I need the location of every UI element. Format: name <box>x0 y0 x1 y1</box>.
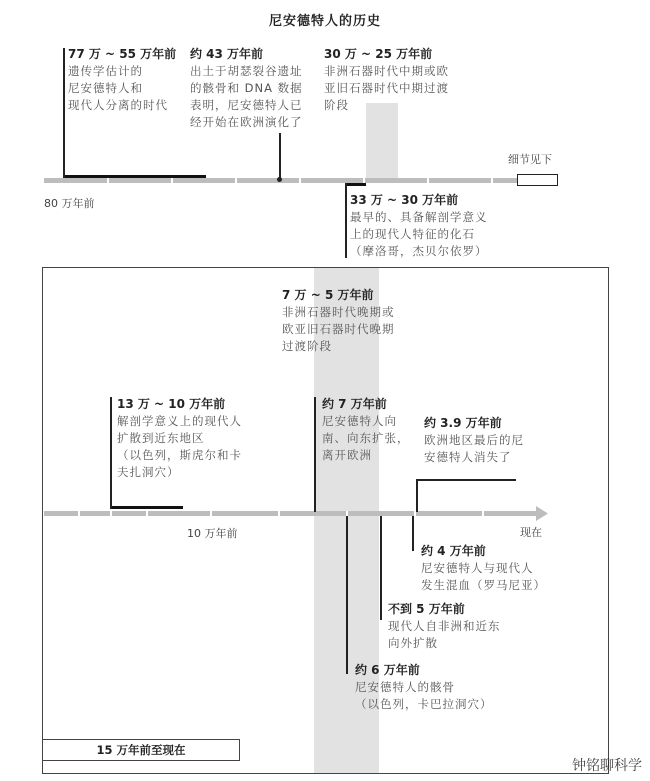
event-line: （摩洛哥，杰贝尔依罗） <box>350 244 488 258</box>
event-line: 过渡阶段 <box>282 339 332 353</box>
axis-tick <box>210 511 212 516</box>
event-line: 尼安德特人向 <box>322 414 397 428</box>
event-line: 经开始在欧洲演化了 <box>190 115 303 129</box>
panel-range-label: 15 万年前至现在 <box>42 739 240 761</box>
axis-tick <box>78 511 80 516</box>
event-line: 亚旧石器时代中期过渡 <box>324 81 449 95</box>
event-line: 向外扩散 <box>388 636 438 650</box>
event-heading: 约 3.9 万年前 <box>424 416 502 430</box>
event-line: 现代人分离的时代 <box>68 98 168 112</box>
event-line: 遗传学估计的 <box>68 64 143 78</box>
event-line: 非洲石器时代中期或欧 <box>324 64 449 78</box>
axis-arrowhead <box>536 506 548 521</box>
axis-tick <box>146 511 148 516</box>
event-6 <box>355 662 493 713</box>
bottom-tick-label: 10 万年前 <box>187 527 238 540</box>
event-line: （以色列，卡巴拉洞穴） <box>355 697 493 711</box>
page-title: 尼安德特人的历史 <box>268 14 381 29</box>
detail-label: 细节见下 <box>508 153 552 166</box>
event-heading: 30 万 ~ 25 万年前 <box>324 47 433 61</box>
event-line: 现代人自非洲和近东 <box>388 619 501 633</box>
event-4 <box>421 543 546 594</box>
watermark: 钟铭聊科学 <box>572 758 642 774</box>
event-line: 尼安德特人的骸骨 <box>355 680 455 694</box>
event-7-5 <box>282 287 395 355</box>
event-line: 尼安德特人和 <box>68 81 143 95</box>
event-heading: 约 7 万年前 <box>322 397 387 411</box>
event-line: 扩散到近东地区 <box>117 431 205 445</box>
event-under-5 <box>388 601 501 652</box>
event-line: 安德特人消失了 <box>424 450 512 464</box>
event-heading: 约 43 万年前 <box>190 47 264 61</box>
event-heading: 7 万 ~ 5 万年前 <box>282 288 374 302</box>
range-bar-13-10 <box>111 506 183 509</box>
event-heading: 约 4 万年前 <box>421 544 486 558</box>
leader-line <box>110 397 112 509</box>
event-line: 阶段 <box>324 98 349 112</box>
event-line: 欧洲地区最后的尼 <box>424 433 524 447</box>
event-heading: 33 万 ~ 30 万年前 <box>350 193 459 207</box>
event-line: 表明，尼安德特人已 <box>190 98 303 112</box>
event-13-10 <box>117 396 242 481</box>
event-line: 的骸骨和 DNA 数据 <box>190 81 303 95</box>
event-3-9 <box>424 415 524 466</box>
event-line: 夫扎洞穴） <box>117 465 180 479</box>
axis-tick <box>278 511 280 516</box>
event-line: 最早的、具备解剖学意义 <box>350 210 488 224</box>
event-line: 上的现代人特征的化石 <box>350 227 475 241</box>
event-line: 发生混血（罗马尼亚） <box>421 578 546 592</box>
event-line: （以色列，斯虎尔和卡 <box>117 448 242 462</box>
bottom-end-label: 现在 <box>520 526 542 539</box>
event-line: 欧亚旧石器时代晚期 <box>282 322 395 336</box>
top-start-label: 80 万年前 <box>44 197 95 210</box>
event-line: 南、向东扩张， <box>322 431 410 445</box>
leader-line <box>346 516 348 674</box>
event-line: 解剖学意义上的现代人 <box>117 414 242 428</box>
event-heading: 77 万 ~ 55 万年前 <box>68 47 177 61</box>
event-line: 非洲石器时代晚期或 <box>282 305 395 319</box>
event-line: 离开欧洲 <box>322 448 372 462</box>
axis-tick <box>110 511 112 516</box>
axis-tick <box>482 511 484 516</box>
event-line: 出土于胡瑟裂谷遗址 <box>190 64 303 78</box>
event-7 <box>322 396 410 464</box>
leader-line <box>380 516 382 620</box>
event-line: 尼安德特人与现代人 <box>421 561 534 575</box>
event-heading: 约 6 万年前 <box>355 663 420 677</box>
leader-line <box>412 516 414 551</box>
event-heading: 13 万 ~ 10 万年前 <box>117 397 226 411</box>
leader-line <box>314 397 316 512</box>
leader-line <box>416 479 516 481</box>
event-heading: 不到 5 万年前 <box>388 602 465 616</box>
leader-line <box>416 480 418 512</box>
